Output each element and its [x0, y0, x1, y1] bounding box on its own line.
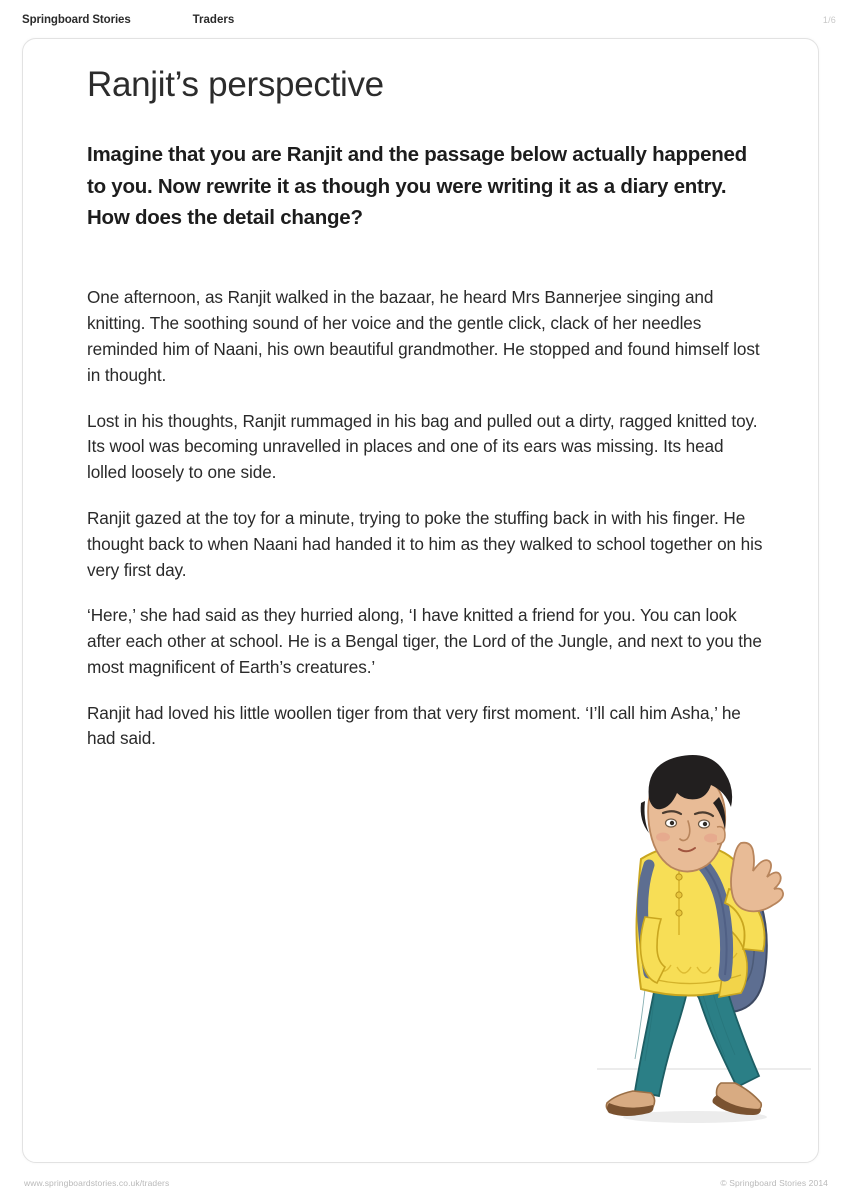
- passage-body: [87, 285, 777, 752]
- passage-paragraph: One afternoon, as Ranjit walked in the bazaar, he heard Mrs Bannerjee singing and knitting. The soothing sound of her voice and the gentle click, clack of her needles reminded him of Naani, his own beautiful grandmother. He stopped and found himself lost in thought.: [87, 287, 760, 385]
- worksheet-content: [87, 65, 777, 752]
- passage-paragraph: ‘Here,’ she had said as they hurried along, ‘I have knitted a friend for you. You can look after each other at school. He is a Bengal tiger, the Lord of the Jungle, and next to you the most magnificent of Earth’s creatures.’: [87, 605, 762, 677]
- brand-label: Springboard Stories: [22, 14, 131, 26]
- instruction-text: Imagine that you are Ranjit and the passage below actually happened to you. Now rewrite it as though you were writing it as a diary entry. How does the detail change?: [87, 143, 747, 229]
- section-label: Traders: [192, 14, 235, 26]
- passage-paragraph: Ranjit gazed at the toy for a minute, trying to poke the stuffing back in with his finger. He thought back to when Naani had handed it to him as they walked to school together on his very first day.: [87, 507, 763, 580]
- boy-walking-with-backpack-illustration: [583, 739, 819, 1139]
- worksheet-card: [22, 38, 819, 1163]
- footer-copyright: © Springboard Stories 2014: [720, 1178, 828, 1188]
- page-header: [0, 0, 850, 40]
- passage-paragraph: Ranjit had loved his little woollen tiger from that very first moment. ‘I’ll call him Asha,’ he had said.: [87, 702, 741, 749]
- page-indicator: 1/6: [822, 15, 836, 25]
- page-title: Ranjit’s perspective: [87, 65, 384, 104]
- footer-website-url[interactable]: www.springboardstories.co.uk/traders: [24, 1178, 170, 1188]
- page-footer: [0, 1163, 850, 1203]
- passage-paragraph: Lost in his thoughts, Ranjit rummaged in his bag and pulled out a dirty, ragged knitted toy. Its wool was becoming unravelled in places and one of its ears was missing. Its head lolled loosely to one side.: [87, 410, 758, 483]
